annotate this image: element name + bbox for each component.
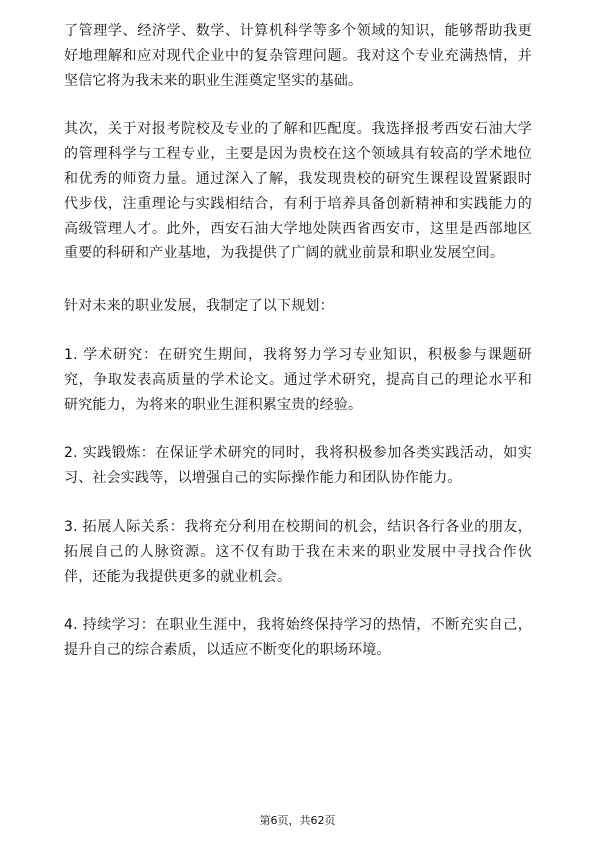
paragraph-plan-research: 1. 学术研究：在研究生期间，我将努力学习专业知识，积极参与课题研究，争取发表高质量的学术论文。通过学术研究，提高自己的理论水平和研究能力，为将来的职业生涯积累宝贵的经验。 (64, 346, 532, 413)
paragraph-plan-intro: 针对未来的职业发展，我制定了以下规划： (64, 298, 334, 315)
paragraph-continuation: 了管理学、经济学、数学、计算机科学等多个领域的知识，能够帮助我更好地理解和应对现代企业中的复杂管理问题。我对这个专业充满热情，并坚信它将为我未来的职业生涯奠定坚实的基础。 (64, 23, 532, 89)
paragraph-plan-practice: 2. 实践锻炼：在保证学术研究的同时，我将积极参加各类实践活动，如实习、社会实践等，以增强自己的实际操作能力和团队协作能力。 (64, 445, 532, 487)
paragraph-plan-learning: 4. 持续学习：在职业生涯中，我将始终保持学习的热情，不断充实自己，提升自己的综合素质，以适应不断变化的职场环境。 (64, 617, 532, 659)
paragraph-school-fit: 其次，关于对报考院校及专业的了解和匹配度。我选择报考西安石油大学的管理科学与工程专业，主要是因为贵校在这个领域具有较高的学术地位和优秀的师资力量。通过深入了解，我发现贵校的研究生课程设置紧跟时代步伐，注重理论与实践相结合，有利于培养具备创新精神和实践能力的高级管理人才。此外，西安石油大学地处陕西省西安市，这里是西部地区重要的科研和产业基地，为我提供了广阔的就业前景和职业发展空间。 (64, 121, 532, 262)
document-body (64, 19, 532, 663)
page-number: 第6页，共62页 (259, 814, 336, 827)
paragraph-plan-network: 3. 拓展人际关系：我将充分利用在校期间的机会，结识各行各业的朋友，拓展自己的人脉资源。这不仅有助于我在未来的职业发展中寻找合作伙伴，还能为我提供更多的就业机会。 (64, 518, 532, 585)
